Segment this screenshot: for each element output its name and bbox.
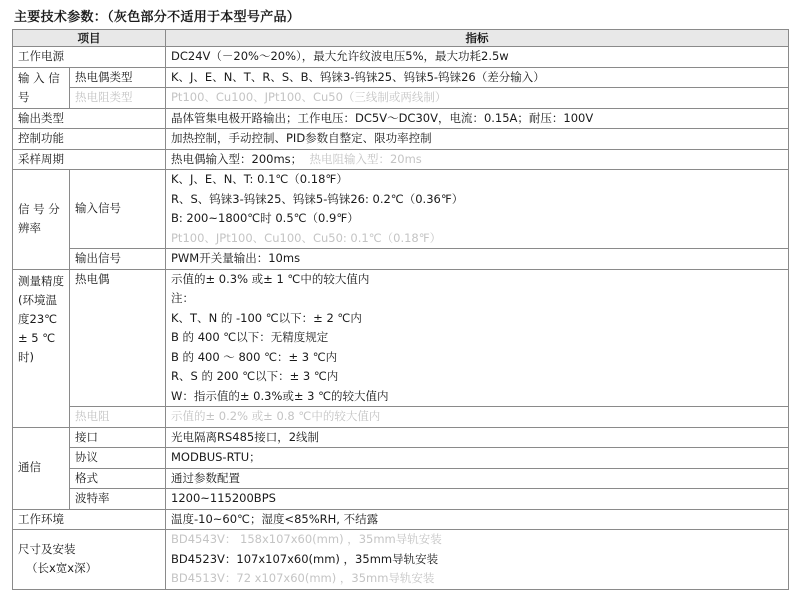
accuracy-tc-label: 热电偶	[70, 269, 166, 407]
control-value: 加热控制，手动控制、PID参数自整定、限功率控制	[166, 129, 789, 150]
accuracy-tc-value	[166, 269, 789, 407]
env-value: 温度-10~60℃；湿度<85%RH, 不结露	[166, 509, 789, 530]
sampling-label: 采样周期	[13, 149, 166, 170]
accuracy-line: B 的 400 ℃以下：无精度规定	[171, 330, 329, 344]
row-input-tc	[13, 67, 789, 88]
accuracy-line: B 的 400 ～ 800 ℃：± 3 ℃内	[171, 349, 338, 364]
accuracy-line: 注：	[171, 291, 194, 305]
comm-key: 波特率	[70, 489, 166, 510]
row-comm-protocol	[13, 448, 789, 469]
control-label: 控制功能	[13, 129, 166, 150]
accuracy-line: R、S 的 200 ℃以下：± 3 ℃内	[171, 369, 339, 383]
resolution-line: R、S、钨铼3-钨铼25、钨铼5-钨铼26: 0.2℃（0.36℉）	[171, 191, 464, 206]
row-env	[13, 509, 789, 530]
comm-value: 1200~115200BPS	[166, 489, 789, 510]
row-power	[13, 47, 789, 68]
row-comm-baud	[13, 489, 789, 510]
accuracy-rtd-value: 示值的± 0.2% 或± 0.8 ℃中的较大值内	[166, 407, 789, 428]
accuracy-line: K、T、N 的 -100 ℃以下：± 2 ℃内	[171, 310, 362, 325]
output-type-label: 输出类型	[13, 108, 166, 129]
size-line-grey: BD4543V： 158x107x60(mm) ，35mm导轨安装	[171, 532, 442, 546]
sampling-tc: 热电偶输入型：200ms；	[171, 151, 303, 166]
comm-value: 通过参数配置	[166, 468, 789, 489]
resolution-label: 信 号 分辨率	[13, 170, 70, 270]
comm-value: MODBUS-RTU；	[166, 448, 789, 469]
input-tc-value: K、J、E、N、T、R、S、B、钨铼3-钨铼25、钨铼5-钨铼26（差分输入）	[166, 67, 789, 88]
comm-label: 通信	[13, 427, 70, 509]
comm-key: 协议	[70, 448, 166, 469]
env-label: 工作环境	[13, 509, 166, 530]
row-resolution-output	[13, 249, 789, 270]
sampling-value	[166, 149, 789, 170]
size-value	[166, 530, 789, 590]
size-line-grey: BD4513V：72 x107x60(mm) ，35mm导轨安装	[171, 571, 435, 585]
row-accuracy-tc	[13, 269, 789, 407]
row-size	[13, 530, 789, 590]
header-item: 项目	[13, 30, 166, 47]
input-rtd-label: 热电阻类型	[70, 88, 166, 109]
accuracy-line: 示值的± 0.3% 或± 1 ℃中的较大值内	[171, 271, 370, 286]
row-input-rtd	[13, 88, 789, 109]
resolution-line-grey: Pt100、JPt100、Cu100、Cu50: 0.1℃（0.18℉）	[171, 230, 442, 245]
accuracy-line: W：指示值的± 0.3%或± 3 ℃的较大值内	[171, 388, 389, 403]
input-tc-label: 热电偶类型	[70, 67, 166, 88]
comm-value: 光电隔离RS485接口，2线制	[166, 427, 789, 448]
power-label: 工作电源	[13, 47, 166, 68]
output-type-value: 晶体管集电极开路输出；工作电压：DC5V～DC30V，电流：0.15A；耐压：100V	[166, 108, 789, 129]
input-rtd-value: Pt100、Cu100、JPt100、Cu50（三线制或两线制）	[166, 88, 789, 109]
header-spec: 指标	[166, 30, 789, 47]
row-output-type	[13, 108, 789, 129]
size-label: 尺寸及安装	[18, 541, 76, 556]
page-title: 主要技术参数：（灰色部分不适用于本型号产品）	[14, 10, 301, 25]
header-row	[13, 30, 789, 47]
size-line: BD4523V：107x107x60(mm) ，35mm导轨安装	[171, 551, 439, 566]
row-comm-format	[13, 468, 789, 489]
resolution-output-value: PWM开关量输出：10ms	[166, 249, 789, 270]
size-label-cell	[13, 530, 166, 590]
row-comm-interface	[13, 427, 789, 448]
comm-key: 接口	[70, 427, 166, 448]
accuracy-label: 测量精度(环境温度23℃± 5 ℃时)	[13, 269, 70, 427]
size-sublabel: （长x宽x深）	[26, 561, 98, 576]
comm-key: 格式	[70, 468, 166, 489]
row-resolution-input	[13, 170, 789, 249]
resolution-line: B: 200~1800℃时 0.5℃（0.9℉）	[171, 211, 359, 225]
row-control	[13, 129, 789, 150]
sampling-rtd: 热电阻输入型：20ms	[309, 151, 422, 166]
row-accuracy-rtd	[13, 407, 789, 428]
resolution-input-value	[166, 170, 789, 249]
resolution-output-label: 输出信号	[70, 249, 166, 270]
input-label: 输 入 信号	[13, 67, 70, 108]
power-value: DC24V（－20%～20%），最大允许纹波电压5%，最大功耗2.5w	[166, 47, 789, 68]
resolution-input-label: 输入信号	[70, 170, 166, 249]
accuracy-rtd-label: 热电阻	[70, 407, 166, 428]
row-sampling	[13, 149, 789, 170]
resolution-line: K、J、E、N、T: 0.1℃（0.18℉）	[171, 172, 348, 186]
spec-table	[12, 29, 789, 590]
